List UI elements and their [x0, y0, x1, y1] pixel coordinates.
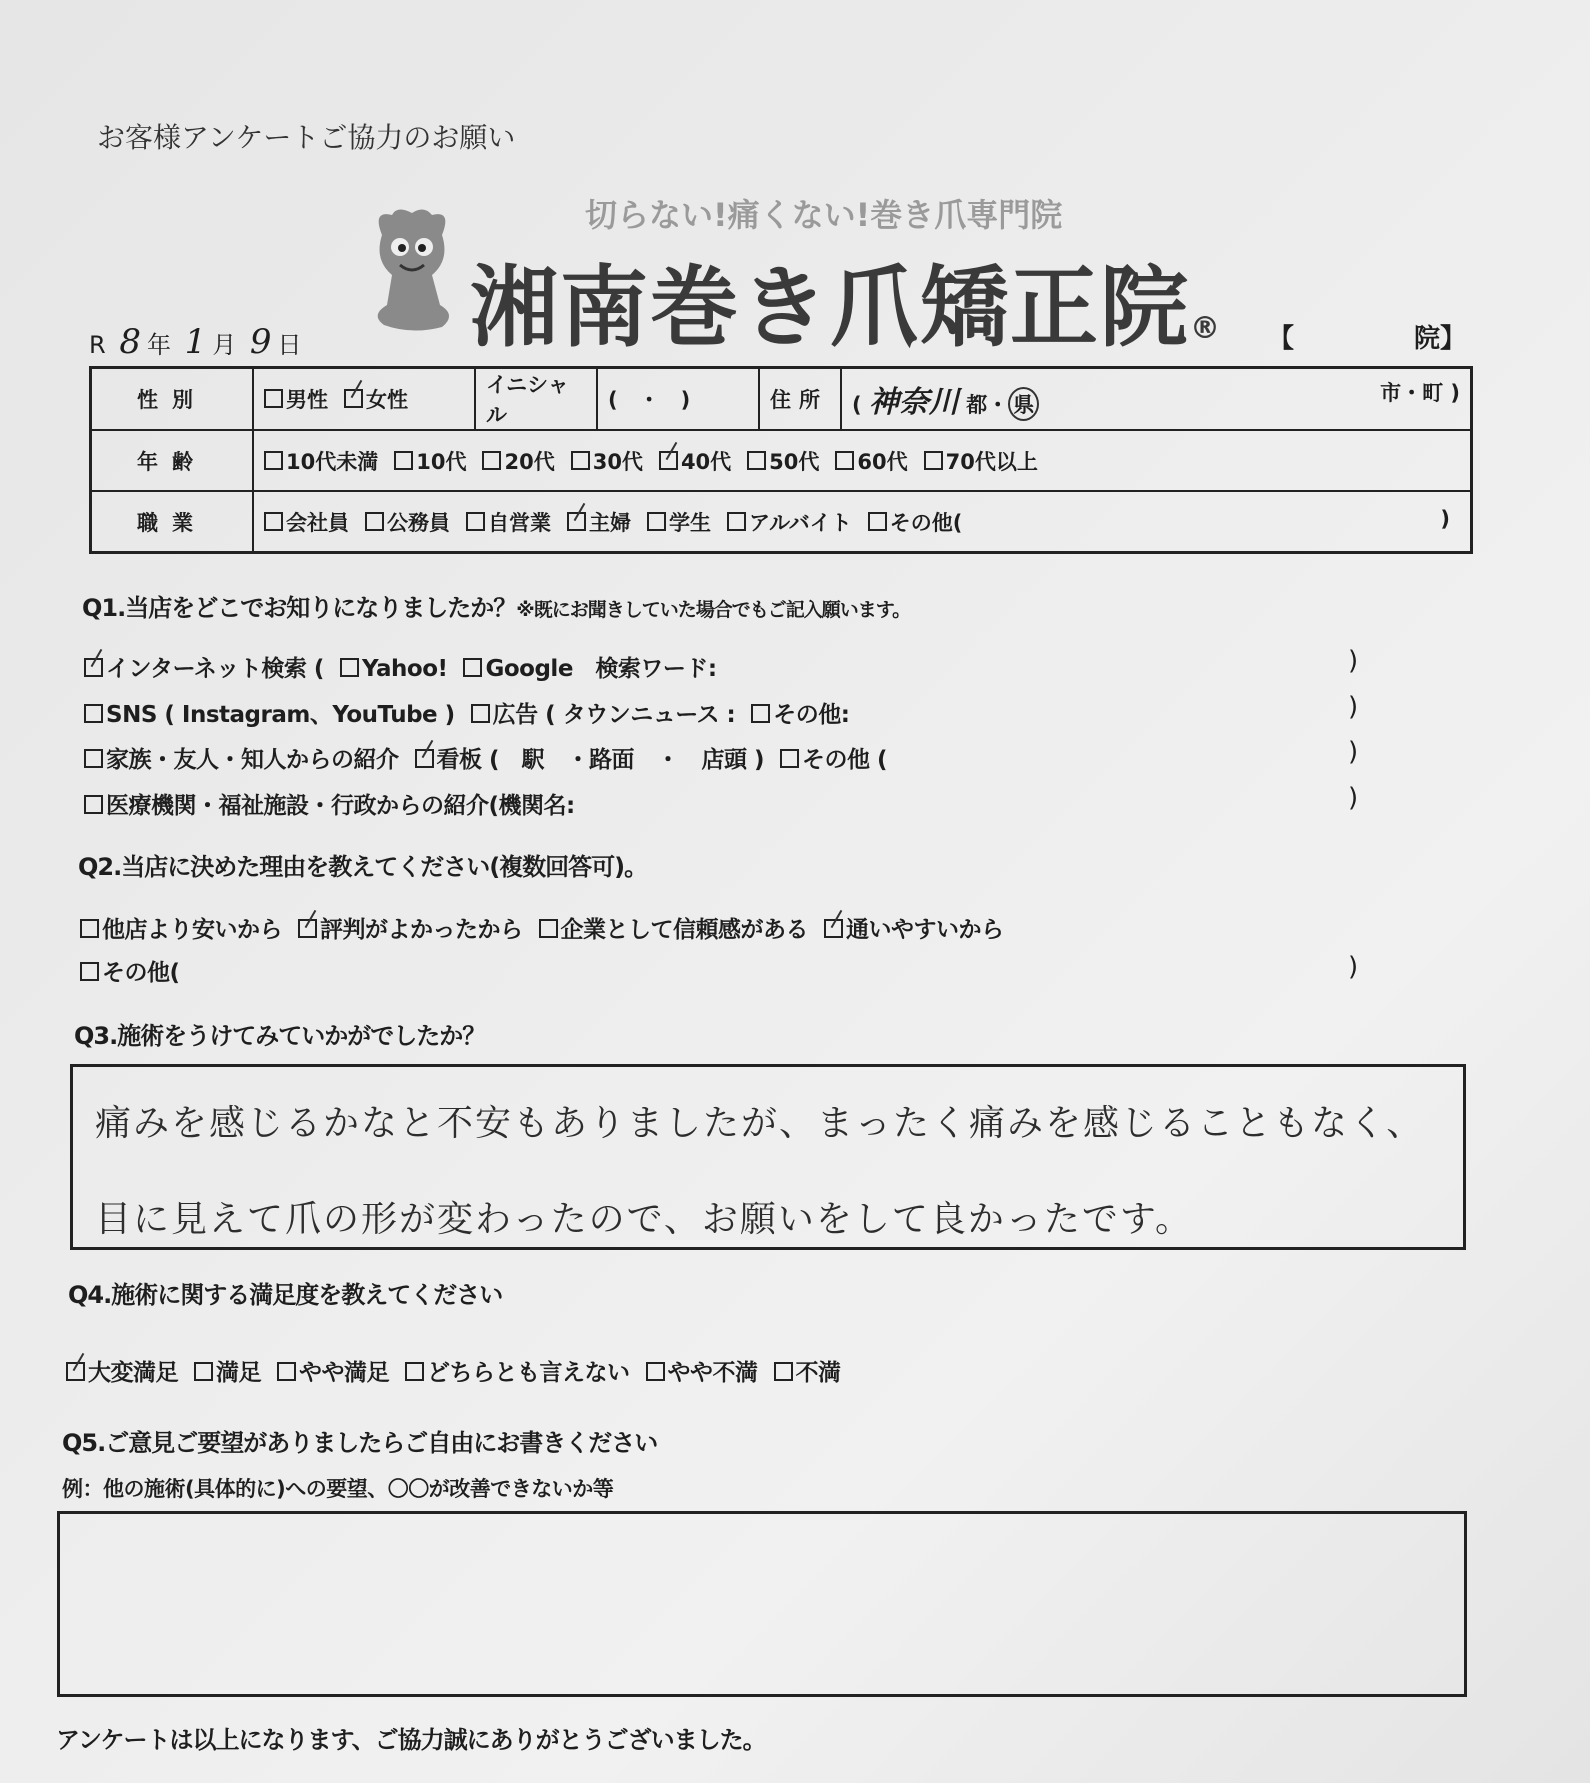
checkbox-option[interactable] [66, 1360, 178, 1386]
checkbox-option[interactable] [298, 917, 523, 943]
q3-answer-line-1: 痛みを感じるかなと不安もありましたが、まったく痛みを感じることもなく、 [95, 1103, 1425, 1144]
checkbox-label: SNS ( Instagram、YouTube ) [106, 702, 455, 728]
checkbox-option[interactable] [340, 656, 448, 682]
checkbox-label: その他( [102, 960, 180, 986]
checked-checkbox-icon[interactable] [66, 1362, 85, 1381]
checkbox-icon[interactable] [466, 512, 485, 531]
checkbox-option[interactable] [194, 1360, 261, 1386]
q1-line-4 [84, 787, 591, 820]
checkbox-icon[interactable] [84, 749, 103, 768]
q3-title: Q3.施術をうけてみていかがでしたか？ [74, 1022, 486, 1050]
checkbox-option[interactable] [80, 960, 180, 986]
checkbox-icon[interactable] [646, 1362, 665, 1381]
checkbox-option[interactable] [84, 656, 324, 682]
checkbox-option[interactable] [924, 450, 1038, 474]
initial-field[interactable]: ( ・ ) [597, 368, 759, 431]
q1-close-2: ) [1348, 692, 1359, 722]
job-label: 職業 [91, 491, 254, 553]
checked-checkbox-icon[interactable] [84, 658, 103, 677]
checkbox-option[interactable] [415, 747, 765, 773]
q5-example: 例：他の施術(具体的に)への要望、〇〇が改善できないか等 [62, 1477, 614, 1501]
checkbox-label: 大変満足 [88, 1360, 178, 1386]
checkbox-label: 企業として信頼感がある [560, 917, 808, 943]
checkbox-icon[interactable] [264, 389, 283, 408]
date-year[interactable]: 8 [119, 322, 141, 362]
checkbox-icon[interactable] [751, 704, 770, 723]
checkbox-option[interactable] [567, 511, 631, 535]
checkbox-icon[interactable] [80, 962, 99, 981]
gender-row [91, 368, 1472, 431]
checked-checkbox-icon[interactable] [824, 919, 843, 938]
checkbox-label: 40代 [680, 449, 732, 474]
checkbox-icon[interactable] [727, 512, 746, 531]
q2-line-2 [80, 954, 196, 987]
checkbox-option[interactable] [647, 511, 711, 535]
checkbox-option[interactable] [774, 1360, 841, 1386]
checkbox-icon[interactable] [405, 1362, 424, 1381]
q2-title: Q2.当店に決めた理由を教えてください(複数回答可)。 [78, 853, 648, 881]
job-options [253, 491, 1472, 553]
checkbox-label: アルバイト [749, 510, 852, 535]
checkbox-option[interactable] [463, 656, 716, 682]
checkbox-label: 看板 ( 駅 ・路面 ・ 店頭 ) [436, 747, 765, 773]
address-field[interactable] [841, 368, 1472, 431]
checkbox-icon[interactable] [647, 512, 666, 531]
initial-label: イニシャル [475, 368, 597, 431]
date-era: R [89, 331, 106, 359]
gender-options [253, 368, 475, 431]
address-city: 市・町 ) [1380, 381, 1460, 405]
checkbox-option[interactable] [482, 450, 554, 474]
checked-checkbox-icon[interactable] [567, 512, 586, 531]
checkbox-label: 10代 [416, 449, 467, 474]
checkbox-option[interactable] [824, 917, 1004, 943]
checkbox-label: 通いやすいから [846, 917, 1004, 943]
q1-close-4: ) [1348, 783, 1359, 813]
checkbox-option[interactable] [277, 1360, 389, 1386]
checkbox-label: Yahoo! [361, 656, 448, 682]
checkbox-option[interactable] [84, 747, 399, 773]
date-day[interactable]: 9 [249, 322, 272, 362]
checkbox-icon[interactable] [264, 451, 283, 470]
q1-line-3 [84, 741, 903, 774]
checkbox-icon[interactable] [194, 1362, 213, 1381]
address-prefecture-handwritten: 神奈川 [868, 385, 959, 420]
branch-open: 【 [1268, 324, 1295, 354]
checkbox-icon[interactable] [539, 919, 558, 938]
checked-checkbox-icon[interactable] [298, 919, 317, 938]
q5-answer-box[interactable] [57, 1511, 1467, 1697]
checkbox-label: 20代 [504, 449, 555, 474]
checkbox-icon[interactable] [80, 919, 99, 938]
checkbox-icon[interactable] [394, 451, 413, 470]
checkbox-label: 主婦 [589, 510, 631, 535]
q5-title: Q5.ご意見ご要望がありましたらご自由にお書きください [62, 1429, 658, 1457]
checkbox-label: その他 ( [802, 747, 888, 773]
checkbox-label: 満足 [216, 1360, 261, 1386]
clinic-tagline: 切らない!痛くない!巻き爪専門院 [585, 196, 1063, 234]
closing-thanks: アンケートは以上になります、ご協力誠にありがとうございました。 [56, 1726, 766, 1754]
clinic-name-text: 湘南巻き爪矯正院 [470, 256, 1191, 359]
checkbox-label: どちらとも言えない [427, 1360, 630, 1386]
date-year-label: 年 [146, 331, 171, 359]
checkbox-label: 広告 ( タウンニュース : [492, 702, 736, 728]
checkbox-option[interactable] [84, 793, 575, 819]
q1-title: Q1.当店をどこでお知りになりましたか？ [82, 594, 517, 622]
branch-close: 院】 [1414, 324, 1467, 354]
checked-checkbox-icon[interactable] [659, 451, 678, 470]
checkbox-label: 男性 [286, 388, 328, 412]
checkbox-label: 評判がよかったから [320, 917, 523, 943]
clinic-name [470, 238, 1222, 364]
checkbox-icon[interactable] [340, 658, 359, 677]
date-field [89, 322, 302, 362]
q2-close: ) [1348, 952, 1359, 982]
checkbox-label: 70代以上 [945, 449, 1038, 474]
age-options [253, 430, 1472, 491]
address-metro: 都・ [966, 393, 1009, 417]
checkbox-option[interactable] [751, 702, 849, 728]
checkbox-icon[interactable] [277, 1362, 296, 1381]
date-day-label: 日 [277, 331, 302, 359]
job-other-close: ) [1440, 506, 1450, 531]
q3-answer-box[interactable] [70, 1064, 1466, 1250]
q2-line-1 [80, 911, 1020, 944]
checkbox-label: Google 検索ワード: [485, 656, 717, 682]
checkbox-label: 会社員 [286, 510, 349, 535]
checkbox-label: 他店より安いから [102, 917, 282, 943]
checkbox-option[interactable] [659, 450, 731, 474]
checkbox-label: 公務員 [387, 510, 450, 535]
q1-close-3: ) [1348, 737, 1359, 767]
checkbox-label: やや不満 [667, 1360, 758, 1386]
address-open: ( [852, 393, 862, 417]
checkbox-option[interactable] [539, 917, 809, 943]
checkbox-label: 家族・友人・知人からの紹介 [106, 747, 399, 773]
checkbox-icon[interactable] [835, 451, 854, 470]
checkbox-label: 医療機関・福祉施設・行政からの紹介(機関名: [106, 793, 575, 819]
checkbox-label: 50代 [769, 449, 820, 474]
checkbox-icon[interactable] [571, 451, 590, 470]
checkbox-option[interactable] [344, 388, 408, 412]
checkbox-option[interactable] [84, 702, 455, 728]
job-row [91, 491, 1472, 553]
checkbox-option[interactable] [780, 747, 887, 773]
checkbox-option[interactable] [466, 511, 551, 535]
checkbox-option[interactable] [405, 1360, 630, 1386]
checkbox-option[interactable] [264, 388, 328, 412]
checkbox-option[interactable] [868, 511, 963, 535]
checkbox-icon[interactable] [924, 451, 943, 470]
checkbox-icon[interactable] [463, 658, 482, 677]
gender-label: 性別 [91, 368, 254, 431]
checkbox-icon[interactable] [747, 451, 766, 470]
q1-note: ※既にお聞きしていた場合でもご記入願います。 [516, 599, 911, 621]
q1-heading [82, 588, 910, 623]
checkbox-option[interactable] [471, 702, 736, 728]
checkbox-option[interactable] [394, 450, 466, 474]
address-label: 住所 [759, 368, 841, 431]
age-label: 年齢 [91, 430, 254, 491]
checkbox-icon[interactable] [264, 512, 283, 531]
q3-answer-line-2: 目に見えて爪の形が変わったので、お願いをして良かったです。 [95, 1199, 1194, 1240]
branch-field [1268, 318, 1466, 355]
job-option-list [264, 511, 978, 535]
checkbox-label: その他( [889, 510, 963, 535]
checkbox-label: 30代 [592, 449, 643, 474]
checkbox-label: 自営業 [488, 510, 551, 535]
q1-line-2 [84, 696, 865, 729]
checkbox-option[interactable] [835, 450, 907, 474]
checkbox-option[interactable] [571, 450, 643, 474]
checkbox-label: 不満 [795, 1360, 841, 1386]
checkbox-option[interactable] [747, 450, 819, 474]
checkbox-icon[interactable] [84, 704, 103, 723]
q4-options [66, 1354, 857, 1387]
checkbox-icon[interactable] [84, 795, 103, 814]
q1-close-1: ) [1348, 646, 1359, 676]
checkbox-icon[interactable] [774, 1362, 793, 1381]
checkbox-option[interactable] [727, 511, 852, 535]
checkbox-option[interactable] [264, 450, 378, 474]
checkbox-label: その他: [773, 702, 850, 728]
checkbox-label: インターネット検索 ( [106, 656, 324, 682]
checkbox-option[interactable] [646, 1360, 758, 1386]
checked-checkbox-icon[interactable] [415, 749, 434, 768]
checkbox-option[interactable] [264, 511, 349, 535]
registered-mark: ® [1190, 311, 1223, 346]
profile-table [89, 366, 1473, 554]
checkbox-label: 10代未満 [286, 449, 379, 474]
checked-checkbox-icon[interactable] [344, 389, 363, 408]
q4-title: Q4.施術に関する満足度を教えてください [68, 1281, 503, 1309]
survey-title: お客様アンケートご協力のお願い [97, 121, 516, 154]
checkbox-option[interactable] [80, 917, 282, 943]
checkbox-label: 学生 [669, 510, 711, 535]
q1-line-1 [84, 650, 733, 683]
checkbox-icon[interactable] [482, 451, 501, 470]
date-month-label: 月 [212, 331, 237, 359]
checkbox-option[interactable] [365, 511, 450, 535]
mascot-icon [362, 205, 462, 335]
checkbox-label: 女性 [366, 388, 408, 412]
checkbox-label: 60代 [857, 449, 908, 474]
age-row [91, 430, 1472, 491]
address-pref-circled: 県 [1008, 387, 1039, 421]
date-month[interactable]: 1 [184, 322, 207, 362]
checkbox-icon[interactable] [780, 749, 799, 768]
checkbox-icon[interactable] [868, 512, 887, 531]
checkbox-label: やや満足 [299, 1360, 389, 1386]
checkbox-icon[interactable] [365, 512, 384, 531]
checkbox-icon[interactable] [471, 704, 490, 723]
